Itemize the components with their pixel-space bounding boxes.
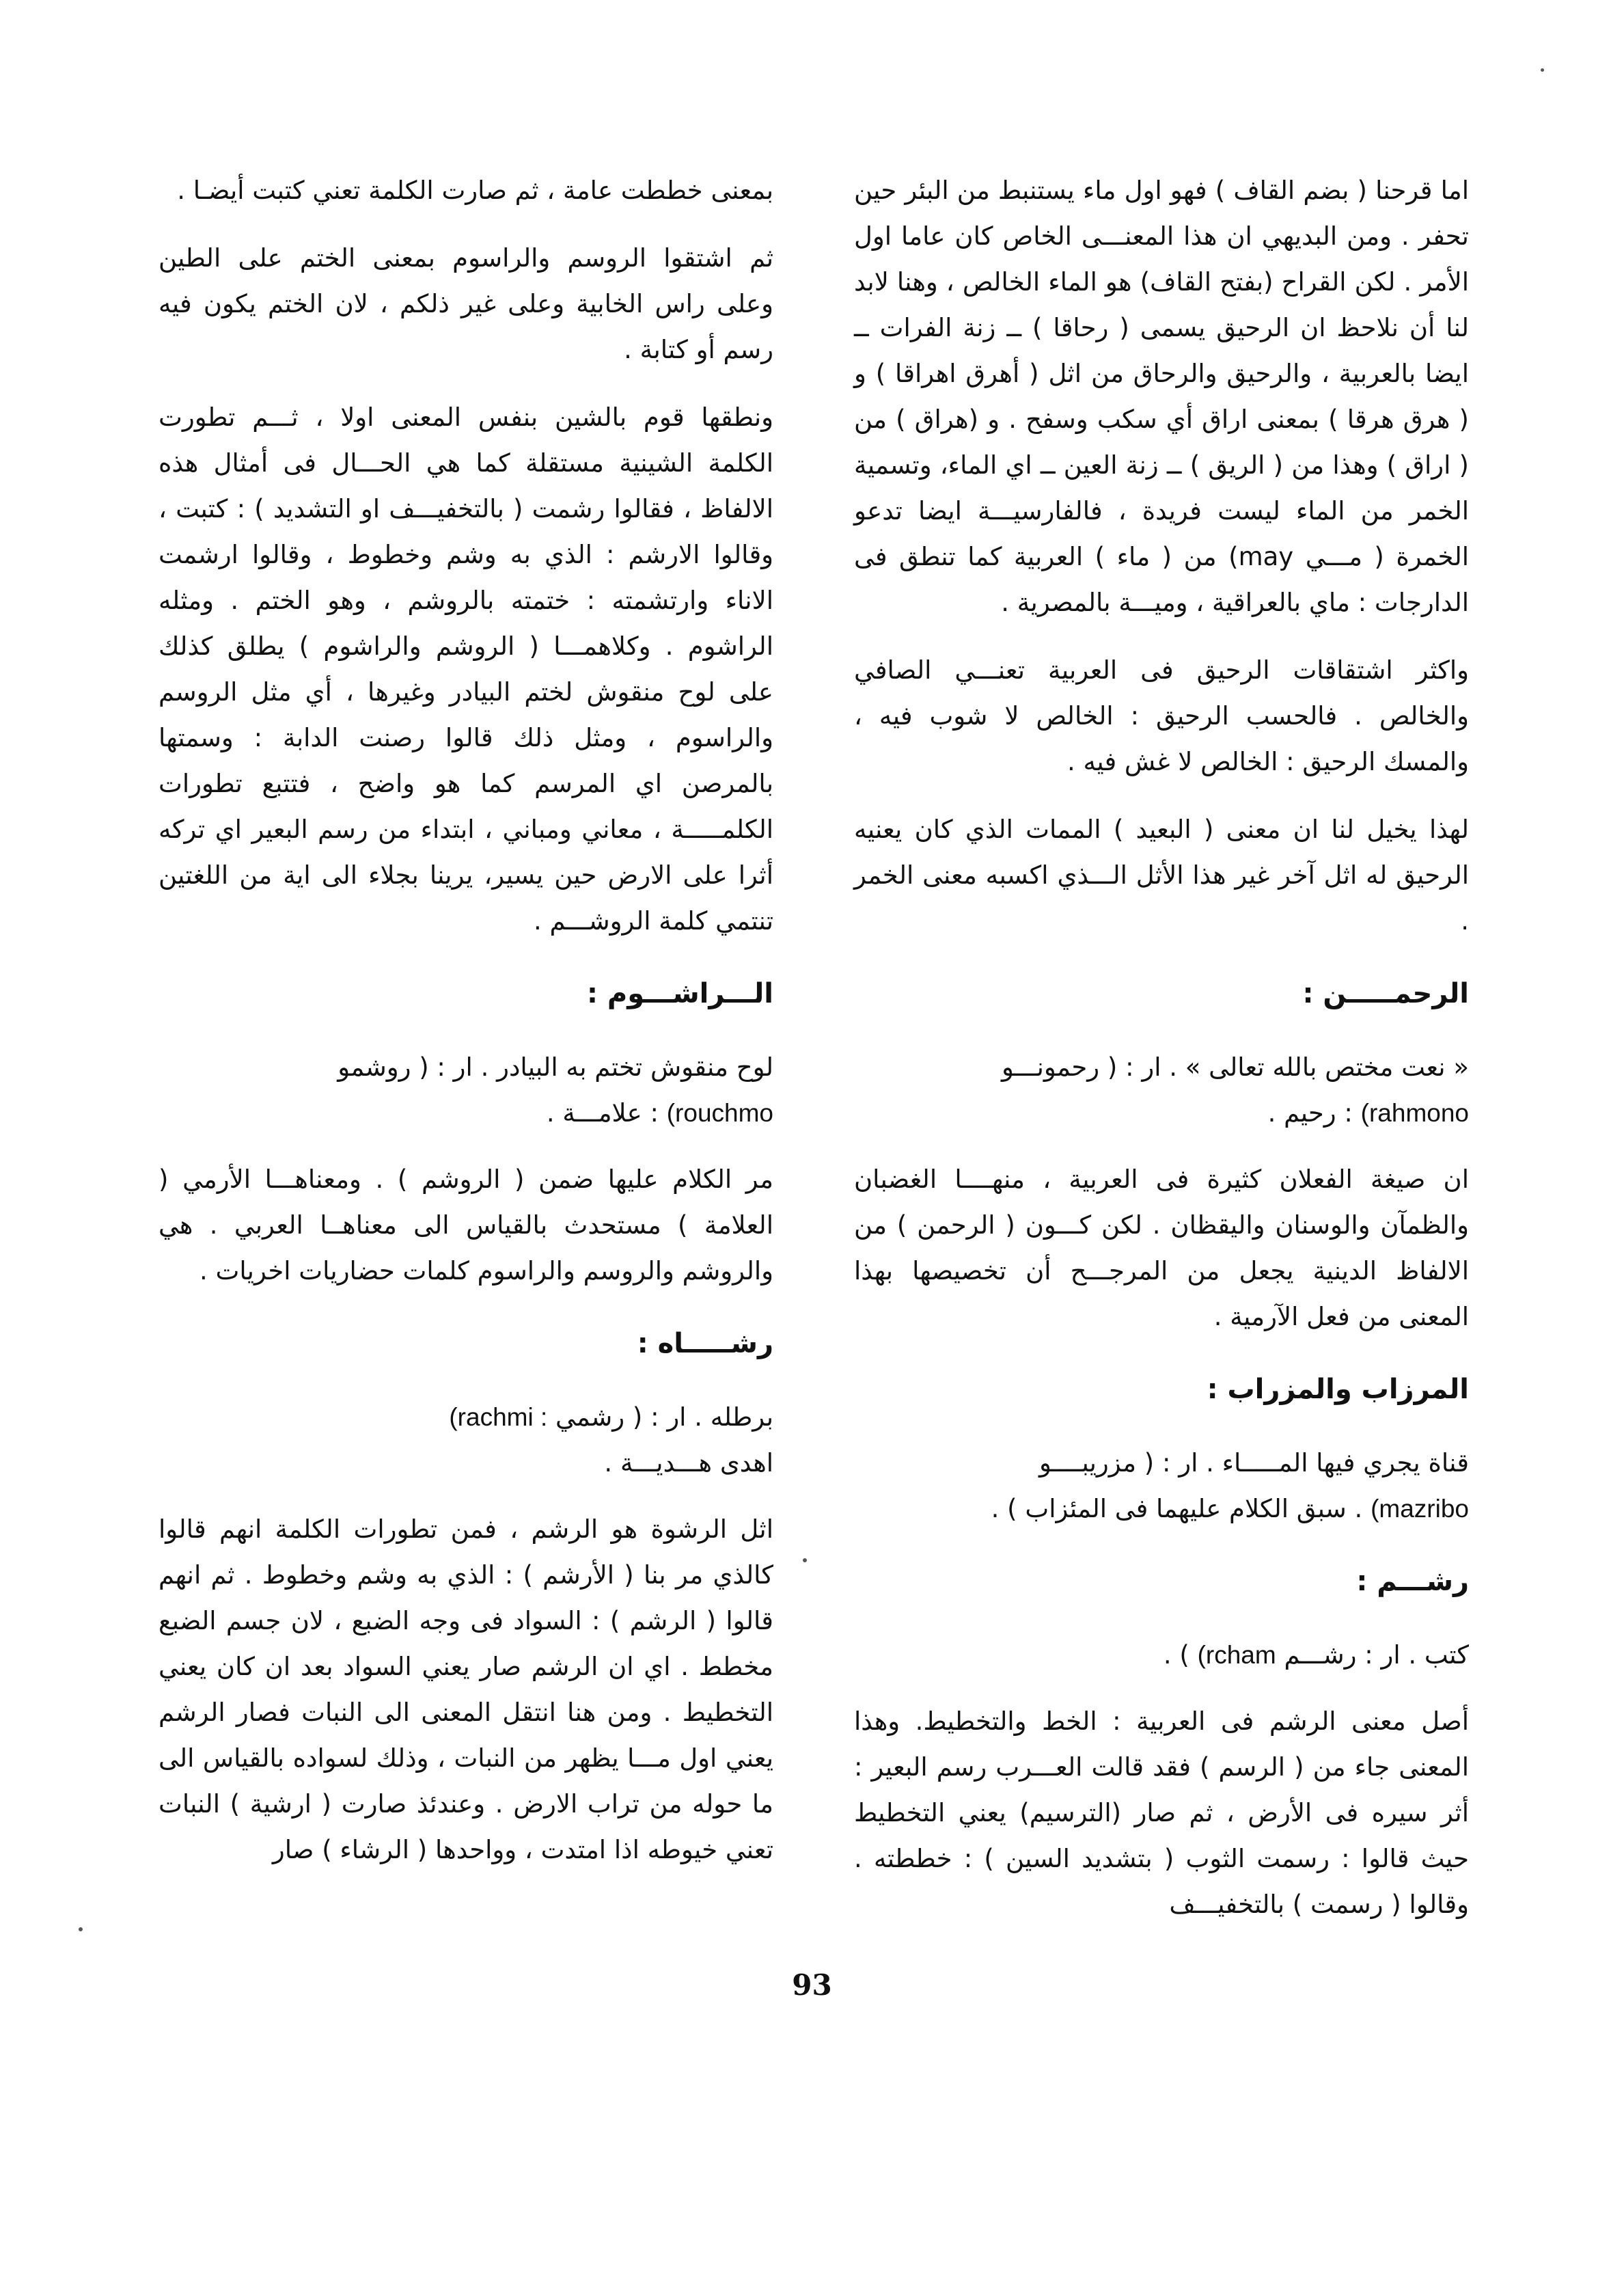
entry-definition — [159, 1044, 773, 1136]
entry-definition — [854, 1044, 1469, 1136]
entry-heading-rashah: رشـــــاه : — [637, 1328, 773, 1359]
paragraph: أصل معنى الرشم فى العربية : الخط والتخطيط. وهذا المعنى جاء من ( الرسم ) فقد قالت العـــرب رسم البعير : أثر سيره فى الأرض ، ثم صار (الترسيم) يعني التخطيط حيث قالوا : رسمت الثوب ( بتشديد السين ) : خططته . وقالوا ( رسمت ) بالتخفيـــف — [854, 1707, 1469, 1919]
paragraph: اثل الرشوة هو الرشم ، فمن تطورات الكلمة انهم قالوا كالذي مر بنا ( الأرشم ) : الذي به وشم وخطوط . ثم انهم قالوا ( الرشم ) : السواد فى وجه الضبع ، لان جسم الضبع مخطط . اي ان الرشم صار يعني السواد بعد ان كان يعني التخطيط . ومن هنا انتقل المعنى الى النبات فصار الرشم يعني اول مـــا يظهر من النبات ، وذلك لسواده بالقياس الى ما حوله من تراب الارض . وعندئذ صارت ( ارشية ) النبات تعني خيوطه اذا امتدت ، وواحدها ( الرشاء ) صار — [159, 1514, 773, 1864]
scan-speck — [79, 1927, 83, 1931]
entry-definition — [854, 1632, 1469, 1678]
entry-heading-mizrab: المرزاب والمزراب : — [1207, 1374, 1469, 1405]
entry-heading-rasham: رشـــم : — [1356, 1566, 1469, 1597]
definition-text: برطله . ار : ( رشمي — [555, 1402, 773, 1432]
definition-gloss: . سبق الكلام عليهما فى المئزاب ) . — [991, 1494, 1363, 1523]
definition-text: « نعت مختص بالله تعالى » . ار : ( رحمونـــو — [1001, 1052, 1469, 1082]
entry-heading-rashum: الـــراشـــوم : — [586, 978, 773, 1009]
entry-definition — [159, 1394, 773, 1486]
paragraph: ونطقها قوم بالشين بنفس المعنى اولا ، ثـــم تطورت الكلمة الشينية مستقلة كما هي الحـــال فى أمثال هذه الالفاظ ، فقالوا رشمت ( بالتخفيـــف او التشديد ) : كتبت ، وقالوا الارشم : الذي به وشم وخطوط ، وقالوا ارشمت الاناء وارتشمته : ختمته بالروشم ، وهو الختم . ومثله الراشوم . وكلاهمـــا ( الروشم والراشوم ) يطلق كذلك على لوح منقوش لختم البيادر وغيرها ، أي مثل الروسم والراسوم ، ومثل ذلك قالوا رصنت الدابة : وسمتها بالمرصن اي المرسم كما هو واضح ، فتتبع تطورات الكلمـــــة ، معاني ومباني ، ابتداء من رسم البعير اي تركه أثرا على الارض حين يسير، يرينا بجلاء الى اية من اللغتين تنتمي كلمة الروشـــم . — [159, 403, 773, 936]
paragraph: ثم اشتقوا الروسم والراسوم بمعنى الختم على الطين وعلى راس الخابية وعلى غير ذلكم ، لان الختم يكون فيه رسم أو كتابة . — [159, 243, 773, 364]
paragraph: واكثر اشتقاقات الرحيق فى العربية تعنـــي الصافي والخالص . فالحسب الرحيق : الخالص لا شوب فيه ، والمسك الرحيق : الخالص لا غش فيه . — [854, 655, 1469, 776]
latin-transliteration: (rcham — [1197, 1641, 1276, 1669]
definition-gloss: : علامـــة . — [546, 1098, 659, 1128]
definition-text: قناة يجري فيها المـــــاء . ار : ( مزريبــــو — [1039, 1448, 1469, 1478]
scan-speck — [803, 1558, 807, 1562]
paragraph: اما قرحنا ( بضم القاف ) فهو اول ماء يستنبط من البئر حين تحفر . ومن البديهي ان هذا المعنـــى الخاص كان عاما اول الأمر . لكن القراح (بفتح القاف) هو الماء الخالص ، وهنا لابد لنا أن نلاحظ ان الرحيق يسمى ( رحاقا ) ــ زنة الفرات ــ ايضا بالعربية ، والرحيق والرحاق من اثل ( أهرق اهراقا ) و ( هرق هرقا ) بمعنى اراق أي سكب وسفح . و (هراق ) من ( اراق ) وهذا من ( الريق ) ــ زنة العين ــ اي الماء، وتسمية الخمر من الماء ليست فريدة ، فالفارسيـــة ايضا تدعو الخمرة ( مـــي may) من ( ماء ) العربية كما تنطق فى الدارجات : ماي بالعراقية ، وميـــة بالمصرية . — [854, 176, 1469, 617]
scan-speck — [1541, 68, 1544, 72]
definition-text: لوح منقوش تختم به البيادر . ار : ( روشمو — [338, 1052, 773, 1082]
latin-transliteration: (rahmono — [1360, 1099, 1469, 1127]
definition-gloss: : رحيم . — [1267, 1098, 1353, 1128]
definition-gloss: اهدى هـــديـــة . — [604, 1448, 773, 1478]
entry-heading-rahman: الرحمـــــن : — [1302, 978, 1469, 1009]
definition-gloss: ) . — [1163, 1640, 1189, 1670]
latin-transliteration: (mazribo — [1371, 1495, 1469, 1523]
paragraph: ان صيغة الفعلان كثيرة فى العربية ، منهــــا الغضبان والظمآن والوسنان واليقظان . لكن كـــون ( الرحمن ) من الالفاظ الدينية يجعل من المرجـــح أن تخصيصها بهذا المعنى من فعل الآرمية . — [854, 1165, 1469, 1331]
latin-transliteration: (rachmi : — [449, 1403, 548, 1431]
left-column — [159, 167, 773, 1894]
right-column — [854, 167, 1469, 1949]
paragraph: مر الكلام عليها ضمن ( الروشم ) . ومعناهـــا الأرمي ( العلامة ) مستحدث بالقياس الى معناهــا العربي . هي والروشم والروسم والراسوم كلمات حضاريات اخريات . — [159, 1165, 773, 1286]
paragraph: بمعنى خططت عامة ، ثم صارت الكلمة تعني كتبت أيضـا . — [177, 176, 773, 205]
definition-text: كتب . ار : رشـــم — [1284, 1640, 1469, 1670]
page-number: 93 — [792, 1968, 832, 2002]
paragraph: لهذا يخيل لنا ان معنى ( البعيد ) الممات الذي كان يعنيه الرحيق له اثل آخر غير هذا الأثل الـــذي اكسبه معنى الخمر . — [854, 815, 1469, 936]
latin-transliteration: (rouchmo — [666, 1099, 773, 1127]
entry-definition — [854, 1440, 1469, 1532]
